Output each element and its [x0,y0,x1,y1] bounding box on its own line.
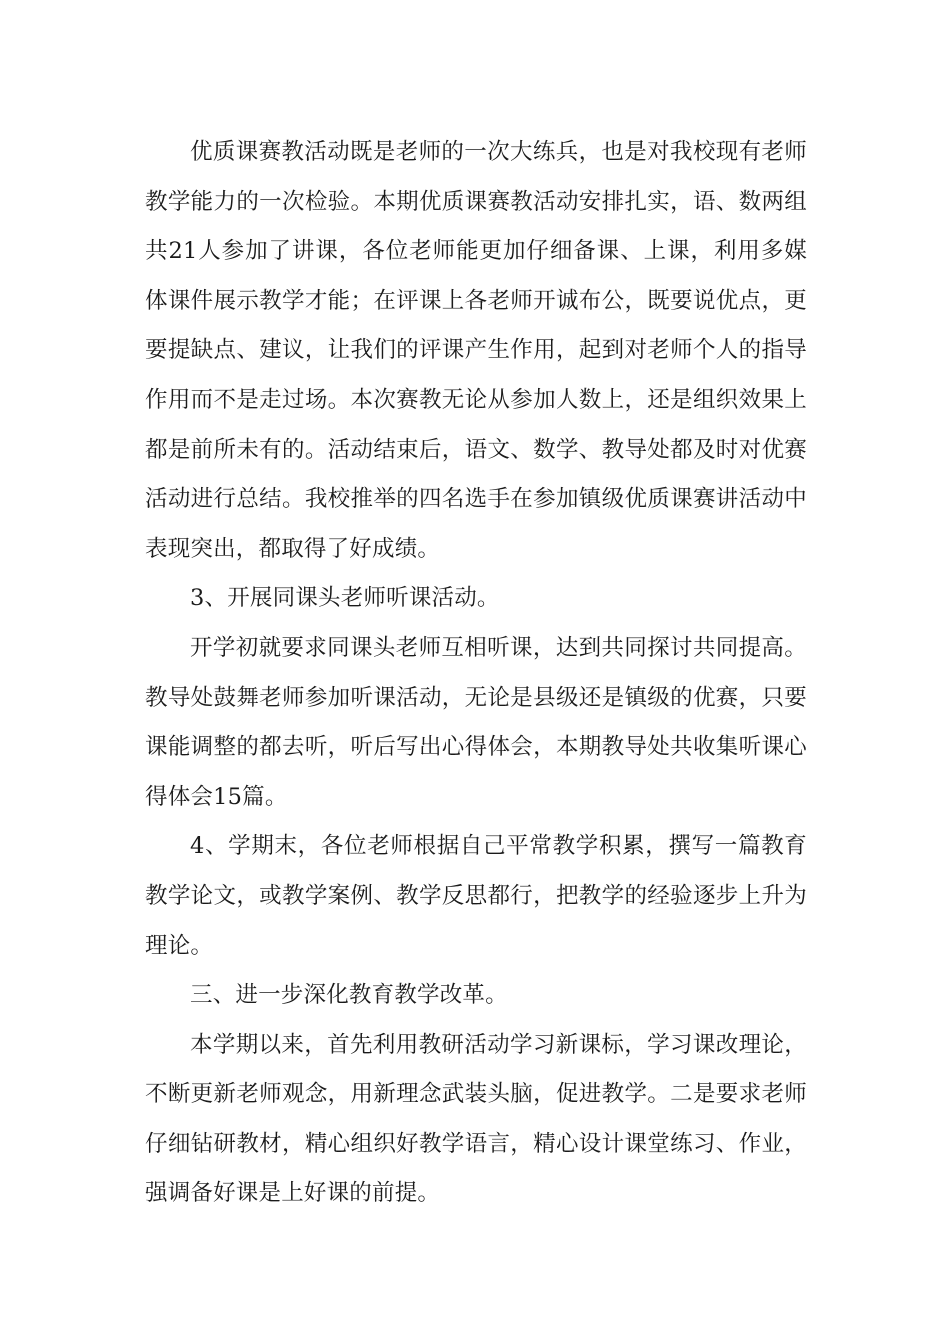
heading-peer-observation: 3、开展同课头老师听课活动。 [190,585,500,612]
paragraph-reform-details: 本学期以来，首先利用教研活动学习新课标，学习课改理论，不断更新老师观念，用新理念武装头脑，促进教学。二是要求老师仔细钻研教材，精心组织好教学语言，精心设计课堂练习、作业，强调备好课是上好课的前提。 [145,1031,807,1207]
document-body [145,128,807,1219]
heading-deepen-reform: 三、进一步深化教育教学改革。 [190,982,508,1009]
paragraph-semester-end-papers: 4、学期末，各位老师根据自己平常教学积累，撰写一篇教育教学论文，或教学案例、教学反思都行，把教学的经验逐步上升为理论。 [145,833,807,959]
paragraph-peer-observation: 开学初就要求同课头老师互相听课，达到共同探讨共同提高。教导处鼓舞老师参加听课活动，无论是县级还是镇级的优赛，只要课能调整的都去听，听后写出心得体会，本期教导处共收集听课心得体会15篇。 [145,634,807,810]
paragraph-competition-summary: 优质课赛教活动既是老师的一次大练兵，也是对我校现有老师教学能力的一次检验。本期优质课赛教活动安排扎实，语、数两组共21人参加了讲课，各位老师能更加仔细备课、上课，利用多媒体课件展示教学才能；在评课上各老师开诚布公，既要说优点，更要提缺点、建议，让我们的评课产生作用，起到对老师个人的指导作用而不是走过场。本次赛教无论从参加人数上，还是组织效果上都是前所未有的。活动结束后，语文、数学、教导处都及时对优赛活动进行总结。我校推举的四名选手在参加镇级优质课赛讲活动中表现突出，都取得了好成绩。 [145,139,807,562]
